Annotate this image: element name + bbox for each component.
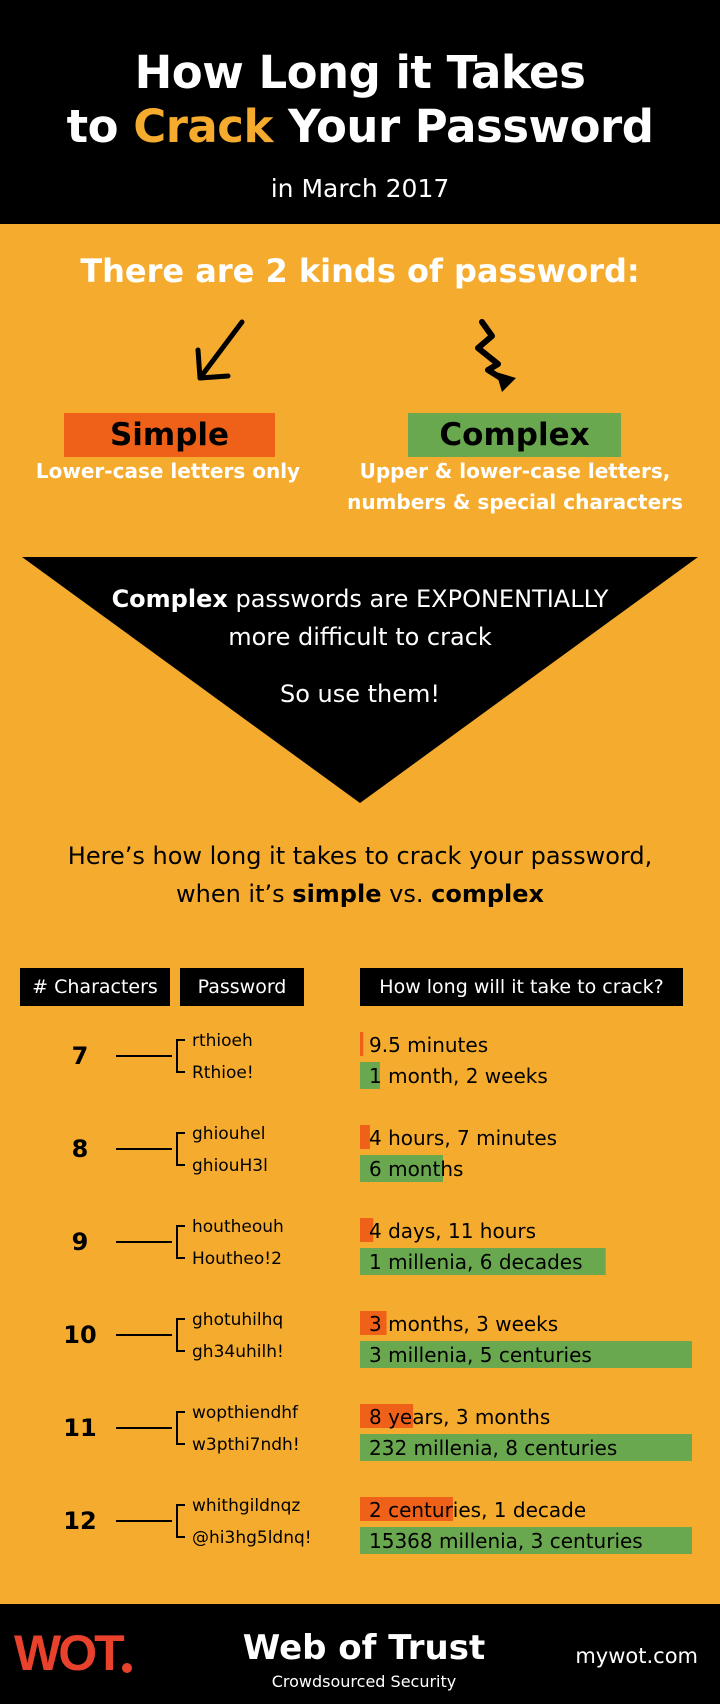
intro-pre: when it’s: [175, 880, 285, 908]
kinds-heading: There are 2 kinds of password:: [80, 252, 640, 290]
simple-time-label: 8 years, 3 months: [369, 1405, 551, 1429]
intro-complex: complex: [431, 880, 544, 908]
column-header-password: Password: [180, 968, 304, 1006]
complex-time-label: 3 millenia, 5 centuries: [369, 1343, 592, 1367]
callout-cta: So use them!: [279, 680, 441, 708]
intro-simple: simple: [292, 880, 382, 908]
wot-logo-text: WOT: [14, 1626, 122, 1678]
simple-time-label: 9.5 minutes: [369, 1033, 489, 1057]
site-url: mywot.com: [575, 1644, 698, 1668]
bracket: [177, 1040, 185, 1072]
title-line-1: How Long it Takes: [134, 46, 586, 99]
intro-line-2: [40, 875, 680, 913]
bracket: [177, 1505, 185, 1537]
complex-password: w3pthi7ndh!: [192, 1435, 300, 1455]
intro-vs: vs.: [389, 880, 424, 908]
callout-rest: passwords are EXPONENTIALLY: [235, 585, 609, 613]
bracket: [177, 1133, 185, 1165]
callout-line-2: more difficult to crack: [228, 623, 492, 651]
complex-description: [330, 456, 700, 518]
complex-password: ghiouH3l: [192, 1156, 268, 1176]
brand-tagline: Crowdsourced Security: [271, 1672, 457, 1691]
complex-password: Rthioe!: [192, 1063, 254, 1083]
simple-password: whithgildnqz: [192, 1496, 301, 1516]
complex-password: @hi3hg5ldnq!: [192, 1528, 312, 1548]
char-count: 9: [71, 1228, 89, 1256]
title-line-2: [0, 100, 720, 154]
char-count: 8: [71, 1135, 89, 1163]
char-count: 11: [63, 1414, 97, 1442]
simple-description: Lower-case letters only: [35, 459, 301, 483]
subtitle: in March 2017: [270, 174, 450, 203]
complex-time-label: 15368 millenia, 3 centuries: [369, 1529, 643, 1553]
complex-description-line-2: numbers & special characters: [347, 490, 683, 514]
complex-password: gh34uhilh!: [192, 1342, 284, 1362]
callout-line-1: [60, 580, 660, 618]
footer: [0, 1604, 720, 1704]
bracket: [177, 1412, 185, 1444]
complex-time-label: 1 month, 2 weeks: [369, 1064, 548, 1088]
complex-description-line-1: Upper & lower-case letters,: [359, 459, 671, 483]
callout-bold: Complex: [111, 585, 228, 613]
simple-time-label: 3 months, 3 weeks: [369, 1312, 559, 1336]
down-left-arrow-icon: [190, 316, 250, 386]
complex-label: Complex: [408, 413, 621, 457]
simple-password: ghotuhilhq: [192, 1310, 284, 1330]
char-count: 7: [71, 1042, 89, 1070]
zigzag-arrow-icon: [468, 318, 528, 392]
intro-text: [40, 837, 680, 913]
column-header-time: How long will it take to crack?: [360, 968, 683, 1006]
complex-password: Houtheo!2: [192, 1249, 282, 1269]
simple-password: ghiouhel: [192, 1124, 266, 1144]
crack-time-chart: [0, 1010, 720, 1570]
simple-label: Simple: [64, 413, 275, 457]
bracket: [177, 1319, 185, 1351]
title-rest: Your Password: [288, 100, 654, 153]
simple-password: wopthiendhf: [192, 1403, 299, 1423]
brand-name: Web of Trust: [242, 1628, 486, 1668]
complex-time-label: 6 months: [369, 1157, 464, 1181]
header: [0, 0, 720, 224]
simple-time-label: 4 hours, 7 minutes: [369, 1126, 558, 1150]
column-header-characters: # Characters: [20, 968, 170, 1006]
simple-time-label: 2 centuries, 1 decade: [369, 1498, 587, 1522]
complex-time-label: 232 millenia, 8 centuries: [369, 1436, 618, 1460]
char-count: 10: [63, 1321, 97, 1349]
wot-logo: [14, 1626, 134, 1678]
simple-bar: [360, 1032, 363, 1056]
wot-logo-dot: [122, 1663, 132, 1673]
title-to: to: [66, 100, 119, 153]
simple-password: houtheouh: [192, 1217, 284, 1237]
char-count: 12: [63, 1507, 97, 1535]
simple-time-label: 4 days, 11 hours: [369, 1219, 537, 1243]
intro-line-1: Here’s how long it takes to crack your password,: [67, 842, 653, 870]
title-crack: Crack: [133, 100, 273, 153]
callout-text: [60, 580, 660, 656]
bracket: [177, 1226, 185, 1258]
simple-password: rthioeh: [192, 1031, 253, 1051]
complex-time-label: 1 millenia, 6 decades: [369, 1250, 583, 1274]
